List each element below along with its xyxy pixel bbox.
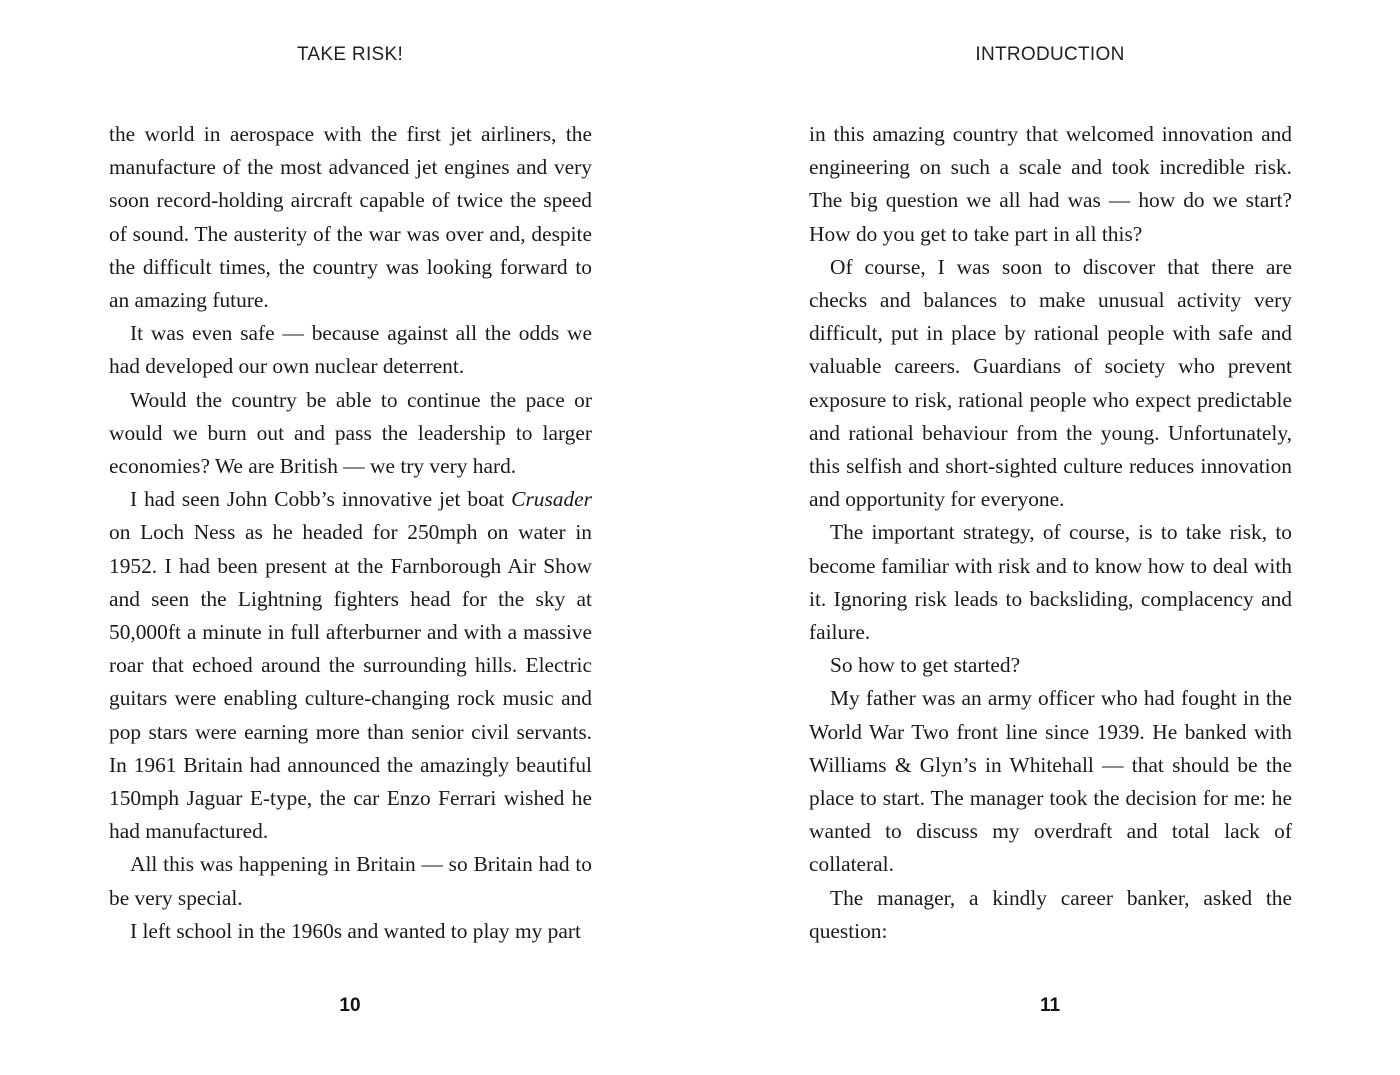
paragraph: The important strategy, of course, is to take risk, to become familiar with risk and to know how to deal with it. Ignoring risk leads to backsliding, complacency and failure. <box>809 520 1292 645</box>
running-head-left: TAKE RISK! <box>296 44 404 65</box>
paragraph <box>109 483 592 848</box>
paragraph-text: on Loch Ness as he headed for 250mph on water in 1952. I had been present at the Farnborough Air Show and seen the Lightning fighters head for the sky at 50,000ft a minute in full afterburner and with a massive roar that echoed around the surrounding hills. Electric guitars were enabling culture-changing rock music and pop stars were earning more than senior civil servants. In 1961 Britain had announced the amazingly beautiful 150mph Jaguar E-type, the car Enzo Ferrari wished he had manufactured. <box>109 520 592 844</box>
paragraph: The manager, a kindly career banker, asked the question: <box>809 885 1292 943</box>
paragraph: So how to get started? <box>830 653 1021 678</box>
right-page-body <box>809 118 1292 948</box>
paragraph: the world in aerospace with the first jet airliners, the manufacture of the most advanced jet engines and very soon record-holding aircraft capable of twice the speed of sound. The austerity of the war was over and, despite the difficult times, the country was looking forward to an amazing future. <box>109 122 592 313</box>
paragraph: Of course, I was soon to discover that there are checks and balances to make unusual activity very difficult, put in place by rational people with safe and valuable careers. Guardians of society who prevent exposure to risk, rational people who expect predictable and rational behaviour from the young. Unfortunately, this selfish and short-sighted culture reduces innovation and opportunity for everyone. <box>809 254 1292 512</box>
paragraph-text: I had seen John Cobb’s innovative jet boat <box>130 487 512 512</box>
right-page <box>700 0 1400 1075</box>
page-number-left: 10 <box>339 995 361 1016</box>
paragraph: All this was happening in Britain — so Britain had to be very special. <box>109 852 592 910</box>
paragraph: My father was an army officer who had fought in the World War Two front line since 1939. He banked with Williams & Glyn’s in Whitehall — that should be the place to start. The manager took the decision for me: he wanted to discuss my overdraft and total lack of collateral. <box>809 686 1292 877</box>
page-number-right: 11 <box>1039 995 1061 1016</box>
paragraph: It was even safe — because against all the odds we had developed our own nuclear deterrent. <box>109 321 592 379</box>
paragraph: in this amazing country that welcomed innovation and engineering on such a scale and took incredible risk. The big question we all had was — how do we start? How do you get to take part in all this? <box>809 122 1292 246</box>
running-head-right: INTRODUCTION <box>975 44 1125 65</box>
left-page-body <box>109 118 592 948</box>
paragraph: Would the country be able to continue the pace or would we burn out and pass the leadership to larger economies? We are British — we try very hard. <box>109 387 592 479</box>
italic-boat-name: Crusader <box>511 487 592 512</box>
paragraph: I left school in the 1960s and wanted to play my part <box>130 918 581 943</box>
